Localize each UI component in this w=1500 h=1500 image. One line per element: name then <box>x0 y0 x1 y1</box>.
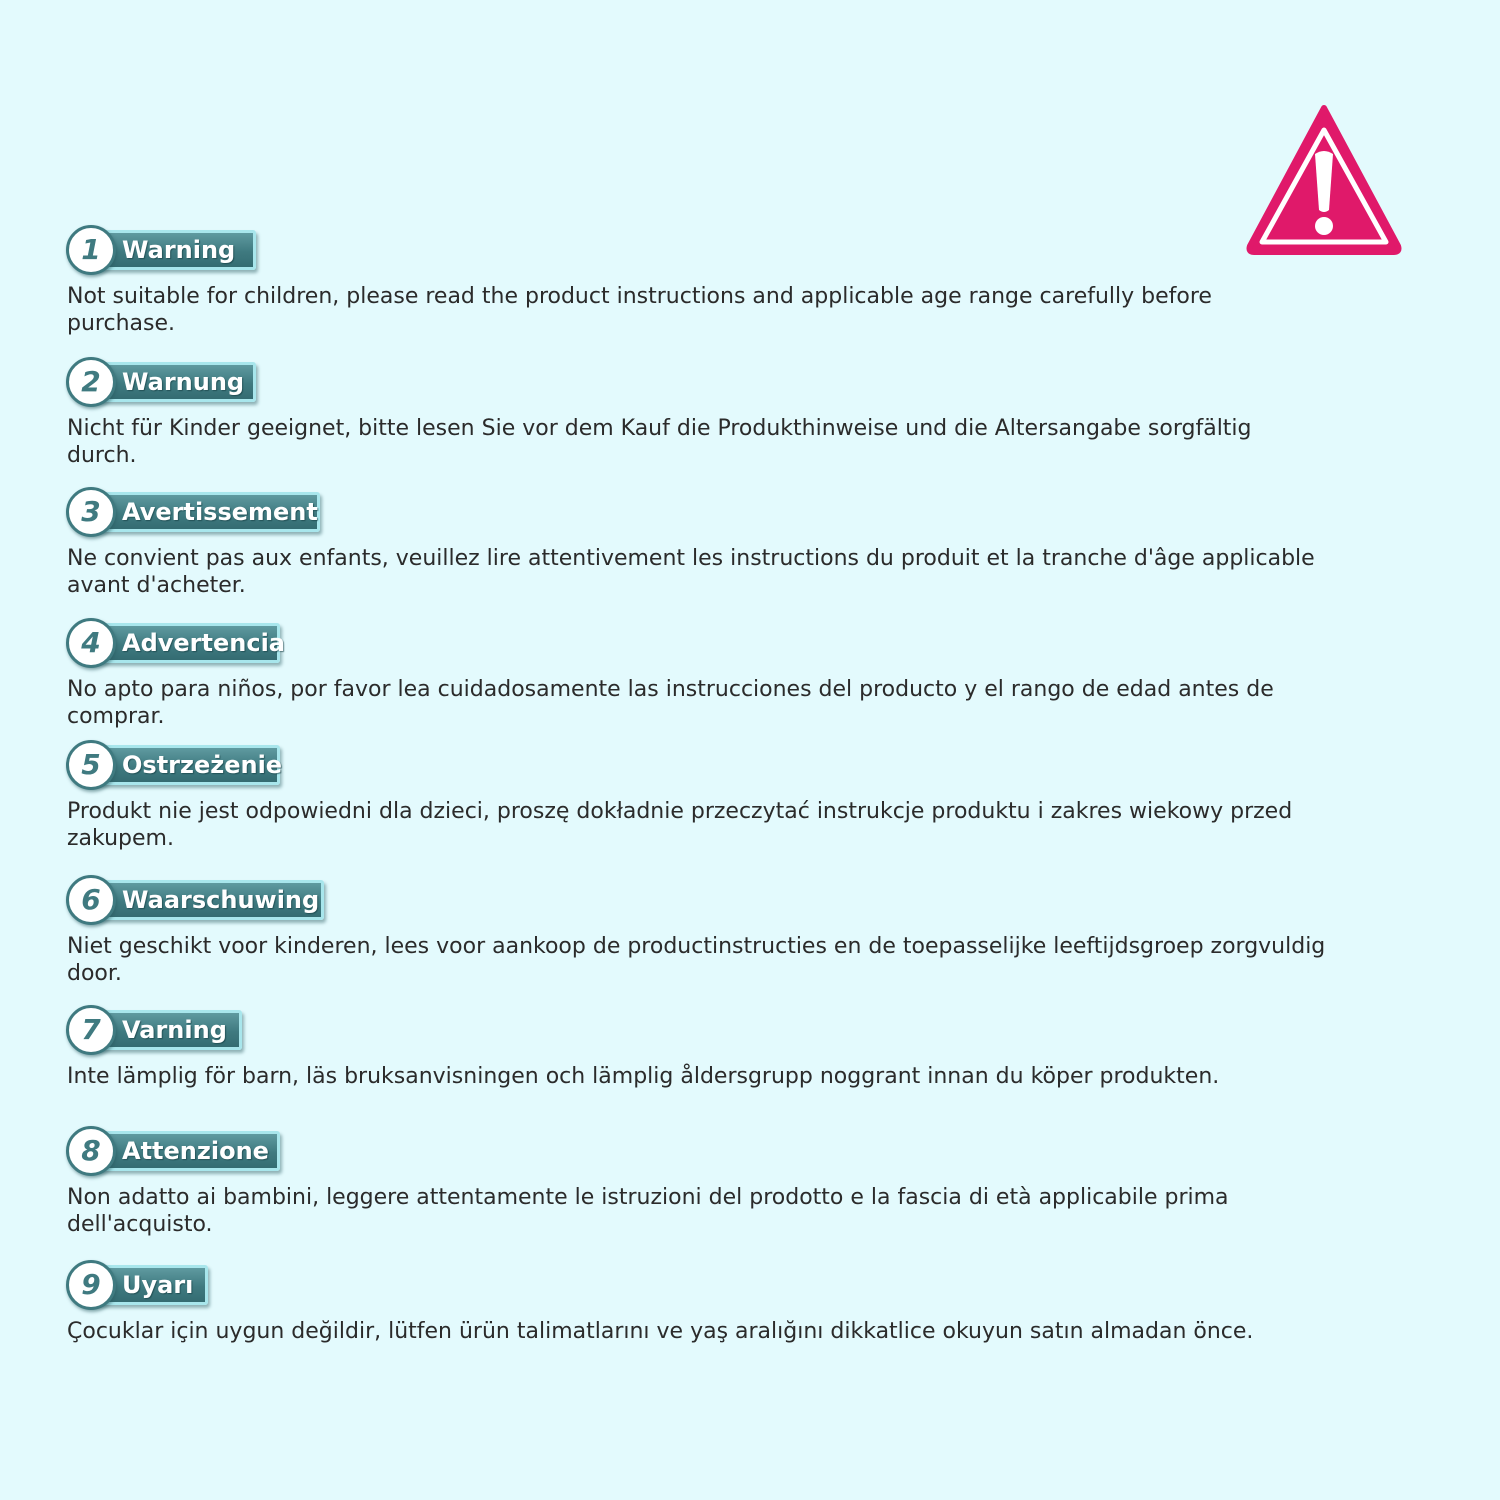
warning-section-tr <box>66 1260 1326 1345</box>
section-title: Avertissement <box>122 498 318 526</box>
warning-section-pl <box>66 740 1326 852</box>
section-header <box>66 618 1326 666</box>
section-title: Ostrzeżenie <box>122 751 283 779</box>
number-badge <box>66 1126 116 1176</box>
section-text: Non adatto ai bambini, leggere attentamente le istruzioni del prodotto e la fascia di età applicabile prima dell'acquisto. <box>67 1185 1229 1237</box>
section-text: Nicht für Kinder geeignet, bitte lesen Sie vor dem Kauf die Produkthinweise und die Altersangabe sorgfältig durch. <box>67 416 1252 468</box>
number-badge <box>66 1005 116 1055</box>
warning-section-sv <box>66 1005 1326 1090</box>
section-title: Warning <box>122 236 236 264</box>
section-title: Warnung <box>122 368 245 396</box>
warning-section-en <box>66 225 1326 337</box>
section-header <box>66 1126 1326 1174</box>
warning-section-fr <box>66 487 1326 599</box>
section-title: Advertencia <box>122 629 285 657</box>
section-text: Niet geschikt voor kinderen, lees voor aankoop de productinstructies en de toepasselijke leeftijdsgroep zorgvuldig door. <box>67 934 1326 986</box>
section-number: 4 <box>81 626 101 659</box>
section-text: Produkt nie jest odpowiedni dla dzieci, proszę dokładnie przeczytać instrukcje produktu i zakres wiekowy przed zakupem. <box>67 799 1293 851</box>
section-text: No apto para niños, por favor lea cuidadosamente las instrucciones del producto y el rango de edad antes de comprar. <box>67 677 1274 729</box>
section-header <box>66 487 1326 535</box>
warning-section-nl <box>66 875 1326 987</box>
section-text: Çocuklar için uygun değildir, lütfen ürün talimatlarını ve yaş aralığını dikkatlice okuyun satın almadan önce. <box>67 1319 1254 1344</box>
number-badge <box>66 1260 116 1310</box>
section-text: Not suitable for children, please read the product instructions and applicable age range carefully before purchase. <box>67 284 1212 336</box>
section-header <box>66 740 1326 788</box>
section-text: Inte lämplig för barn, läs bruksanvisningen och lämplig åldersgrupp noggrant innan du köper produkten. <box>67 1064 1220 1089</box>
section-number: 2 <box>81 365 101 398</box>
number-badge <box>66 487 116 537</box>
section-number: 3 <box>81 495 101 528</box>
section-number: 1 <box>81 233 101 266</box>
section-header <box>66 1005 1326 1053</box>
warning-section-it <box>66 1126 1326 1238</box>
section-number: 5 <box>81 748 101 781</box>
section-number: 7 <box>81 1013 101 1046</box>
section-title: Uyarı <box>122 1271 194 1299</box>
section-title: Attenzione <box>122 1137 269 1165</box>
section-header <box>66 225 1326 273</box>
number-badge <box>66 618 116 668</box>
section-number: 9 <box>81 1268 101 1301</box>
section-number: 6 <box>81 883 101 916</box>
number-badge <box>66 740 116 790</box>
section-header <box>66 357 1326 405</box>
section-text: Ne convient pas aux enfants, veuillez lire attentivement les instructions du produit et la tranche d'âge applicable avant d'acheter. <box>67 546 1315 598</box>
section-header <box>66 1260 1326 1308</box>
number-badge <box>66 875 116 925</box>
section-title: Varning <box>122 1016 227 1044</box>
warning-section-es <box>66 618 1326 730</box>
number-badge <box>66 357 116 407</box>
section-header <box>66 875 1326 923</box>
section-number: 8 <box>81 1134 101 1167</box>
warning-section-de <box>66 357 1326 469</box>
number-badge <box>66 225 116 275</box>
section-title: Waarschuwing <box>122 886 320 914</box>
